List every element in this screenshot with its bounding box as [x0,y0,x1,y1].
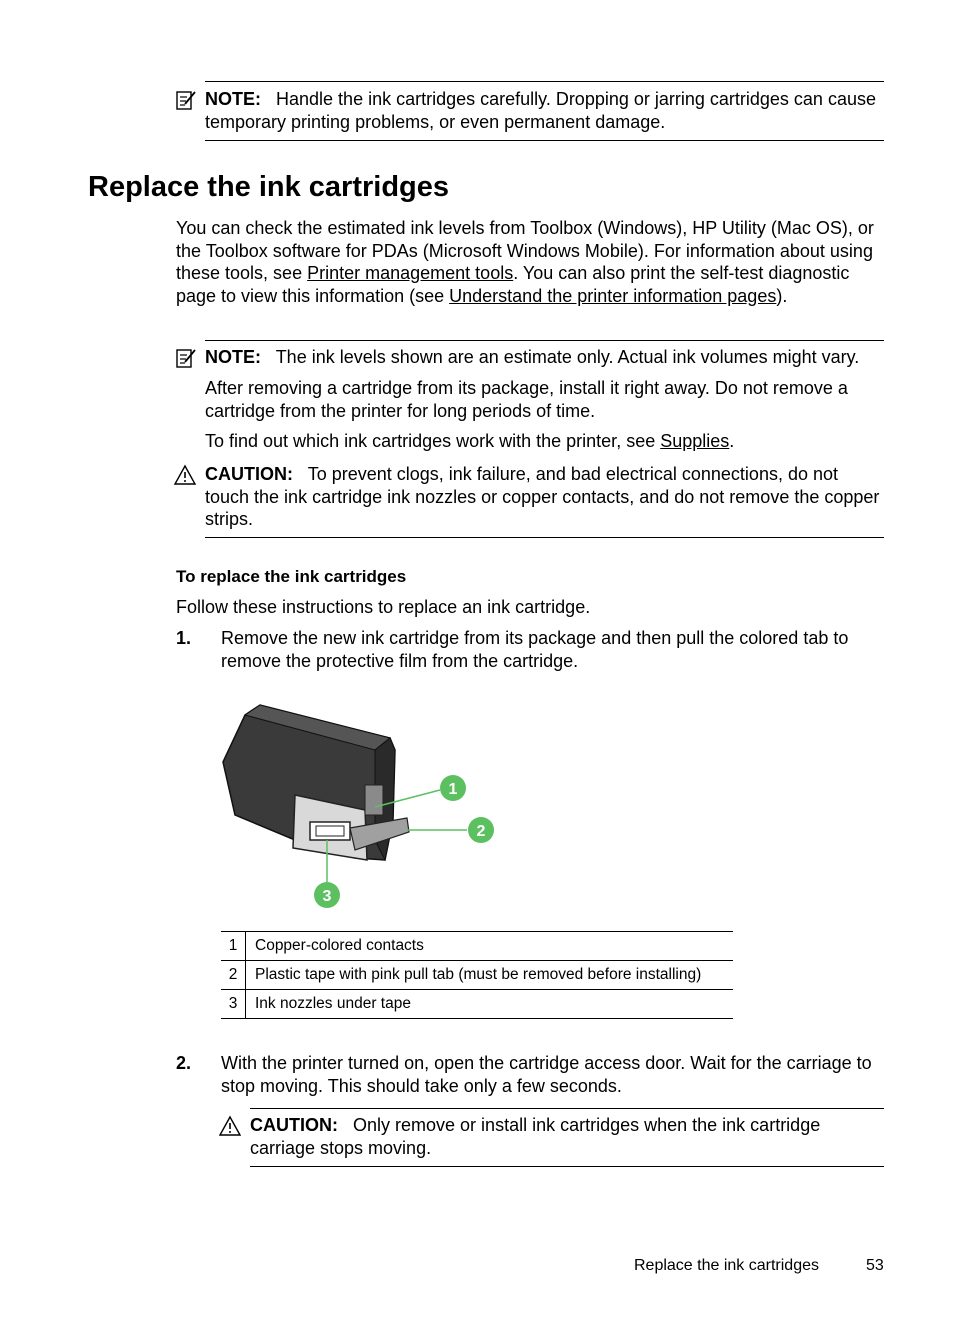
note2-label: NOTE: [205,347,261,367]
legend-description: Ink nozzles under tape [246,990,734,1019]
note-icon [175,347,197,369]
caution2-text [250,1114,880,1159]
intro-text-1: You can check the estimated ink levels from Toolbox (Windows), HP Utility (Mac OS), or the Toolbox software for PDAs (Microsoft Windows Mobile). For information about using these tools, see [176,218,874,283]
note2-para3-suffix: . [729,431,735,451]
svg-text:1: 1 [448,781,458,798]
callout-3 [314,882,340,908]
caution2-label: CAUTION: [250,1115,338,1135]
caution2-bottom-rule [250,1166,884,1167]
note2-para3-prefix: To find out which ink cartridges work with the printer, see [205,431,661,451]
note2-body: The ink levels shown are an estimate only. Actual ink volumes might vary. [275,347,860,367]
note1-text [205,88,885,133]
callout-1 [440,775,466,801]
table-row [221,961,733,990]
caution2-top-rule [250,1108,884,1109]
table-row [221,990,733,1019]
procedure-title: To replace the ink cartridges [176,567,407,586]
caution1-body: To prevent clogs, ink failure, and bad electrical connections, do not touch the ink cartridge ink nozzles or copper contacts, and do not remove the copper strips. [205,464,880,529]
intro-paragraph [176,217,876,307]
printer-management-tools-link[interactable]: Printer management tools [307,263,514,283]
caution1-text [205,463,885,531]
footer-page-number: 53 [866,1257,884,1274]
step-2-number: 2. [176,1053,192,1073]
figure-legend-table [221,931,733,1019]
note1-bottom-rule [205,140,884,141]
supplies-link[interactable]: Supplies [660,431,730,451]
step-2-text: With the printer turned on, open the cartridge access door. Wait for the carriage to stop moving. This should take only a few seconds. [221,1053,872,1096]
svg-text:3: 3 [322,888,332,905]
note2-paragraph-2: After removing a cartridge from its package, install it right away. Do not remove a cartridge from the printer for long periods of time. [205,378,848,421]
note1-body: Handle the ink cartridges carefully. Dropping or jarring cartridges can cause temporary printing problems, or even permanent damage. [205,89,876,132]
printer-information-pages-link[interactable]: Understand the printer information pages [449,285,777,306]
caution-icon [219,1115,241,1137]
step-1-number: 1. [176,628,192,648]
ink-cartridge-illustration [215,700,505,915]
legend-number: 3 [221,990,246,1019]
legend-number: 2 [221,961,246,990]
intro-text-2: . You can also print the self-test diagnostic page to view this information (see [176,263,850,306]
caution1-bottom-rule [205,537,884,538]
note2-text [205,346,895,369]
note1-top-rule [205,81,884,82]
page-title: Replace the ink cartridges [88,171,450,203]
step-1-text: Remove the new ink cartridge from its package and then pull the colored tab to remove the protective film from the cartridge. [221,628,849,671]
footer-section-title: Replace the ink cartridges [634,1257,819,1274]
table-row [221,932,733,961]
procedure-intro: Follow these instructions to replace an ink cartridge. [176,597,591,617]
callout-2 [468,817,494,843]
note2-paragraph-3 [205,430,885,453]
svg-text:2: 2 [476,823,486,840]
note1-label: NOTE: [205,89,261,109]
legend-number: 1 [221,932,246,961]
legend-description: Copper-colored contacts [246,932,734,961]
caution-icon [174,464,196,486]
caution2-body: Only remove or install ink cartridges when the ink cartridge carriage stops moving. [250,1115,821,1158]
note2-top-rule [205,340,884,341]
legend-description: Plastic tape with pink pull tab (must be removed before installing) [246,961,734,990]
caution1-label: CAUTION: [205,464,293,484]
intro-text-3: ). [776,285,788,306]
note-icon [175,89,197,111]
